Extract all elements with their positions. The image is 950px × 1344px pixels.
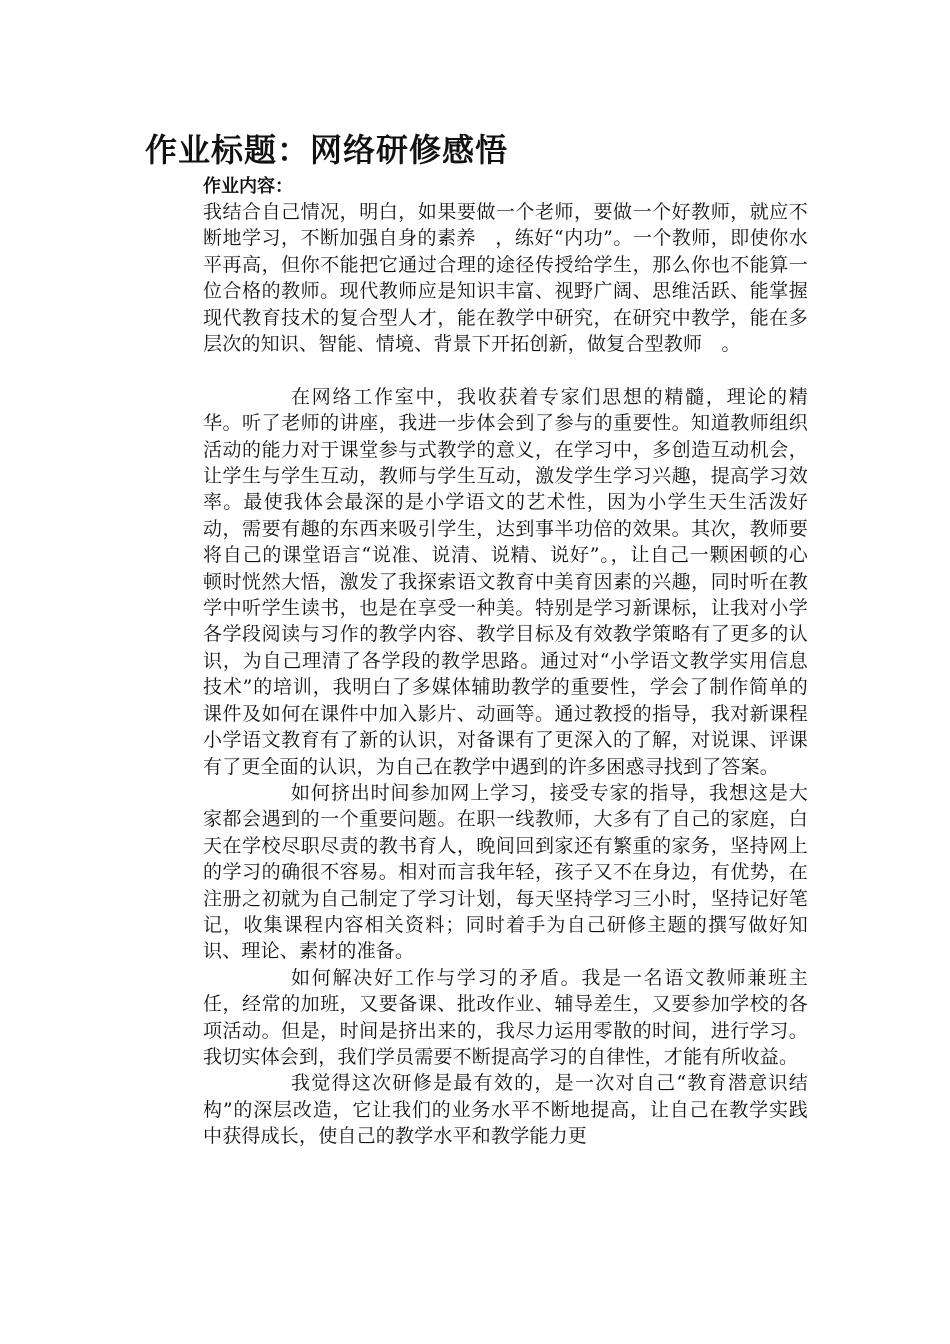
paragraph-4: 如何解决好工作与学习的矛盾。我是一名语文教师兼班主任，经常的加班，又要备课、批改作业、辅导差生，又要参加学校的各项活动。但是，时间是挤出来的，我尽力运用零散的时间，进行学习。我切实体会到，我们学员需要不断提高学习的自律性，才能有所收益。 <box>203 966 808 1068</box>
paragraph-5: 我觉得这次研修是最有效的，是一次对自己“教育潜意识结构”的深层改造，它让我们的业务水平不断地提高，让自己在教学实践中获得成长，使自己的教学水平和教学能力更 <box>203 1072 808 1148</box>
paragraph-2: 在网络工作室中，我收获着专家们思想的精髓，理论的精华。听了老师的讲座，我进一步体会到了参与的重要性。知道教师组织活动的能力对于课堂参与式教学的意义，在学习中，多创造互动机会，让学生与学生互动，教师与学生互动，激发学生学习兴趣，提高学习效率。最使我体会最深的是小学语文的艺术性，因为小学生天生活泼好动，需要有趣的东西来吸引学生，达到事半功倍的效果。其次，教师要将自己的课堂语言“说准、说清、说精、说好”。，让自己一颗困顿的心顿时恍然大悟，激发了我探索语文教育中美育因素的兴趣，同时听在教学中听学生读书，也是在享受一种美。特别是学习新课标，让我对小学各学段阅读与习作的教学内容、教学目标及有效教学策略有了更多的认识，为自己理清了各学段的教学思路。通过对“小学语文教学实用信息技术”的培训，我明白了多媒体辅助教学的重要性，学会了制作简单的课件及如何在课件中加入影片、动画等。通过教授的指导，我对新课程小学语文教育有了新的认识，对备课有了更深入的了解，对说课、评课有了更全面的认识，为自己在教学中遇到的许多困惑寻找到了答案。 <box>203 385 808 778</box>
assignment-title: 作业标题：网络研修感悟 <box>145 131 509 169</box>
content-label: 作业内容： <box>203 176 293 197</box>
paragraph-3: 如何挤出时间参加网上学习，接受专家的指导，我想这是大家都会遇到的一个重要问题。在职一线教师，大多有了自己的家庭，白天在学校尽职尽责的教书育人，晚间回到家还有繁重的家务，坚持网上的学习的确很不容易。相对而言我年轻，孩子又不在身边，有优势，在注册之初就为自己制定了学习计划，每天坚持学习三小时，坚持记好笔记，收集课程内容相关资料；同时着手为自己研修主题的撰写做好知识、理论、素材的准备。 <box>203 781 808 963</box>
assignment-body <box>203 199 808 1150</box>
paragraph-1: 我结合自己情况，明白，如果要做一个老师，要做一个好教师，就应不断地学习，不断加强自身的素养 ，练好“内功”。一个教师，即使你水平再高，但你不能把它通过合理的途径传授给学生，那么你也不能算一位合格的教师。现代教师应是知识丰富、视野广阔、思维活跃、能掌握现代教育技术的复合型人才，能在教学中研究，在研究中教学，能在多层次的知识、智能、情境、背景下开拓创新，做复合型教师 。 <box>203 201 808 356</box>
